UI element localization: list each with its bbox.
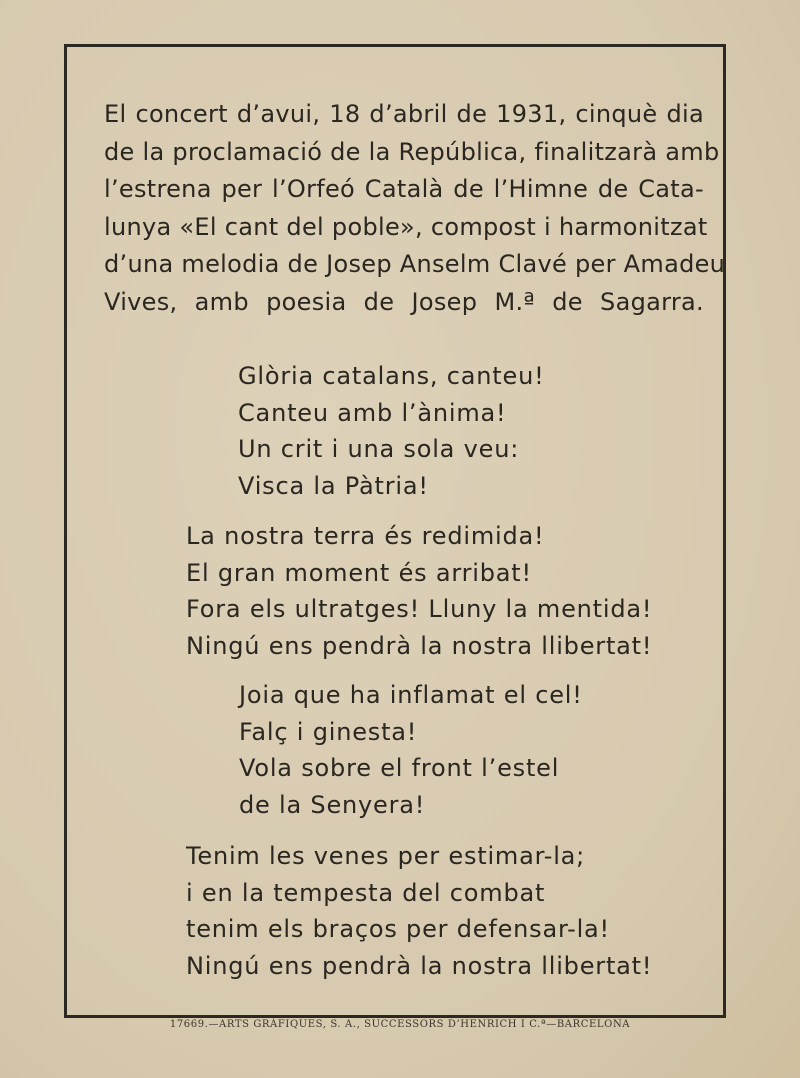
verse-line: Glòria catalans, canteu!: [238, 362, 545, 390]
verse-line: La nostra terra és redimida!: [186, 522, 545, 550]
printer-imprint: 17669.—ARTS GRÀFIQUES, S. A., SUCCESSORS D’HENRICH I C.ª—BARCELONA: [169, 1019, 631, 1030]
stanza-3: [239, 677, 583, 823]
intro-paragraph: [104, 96, 726, 321]
intro-line: lunya «El cant del poble», compost i harmonitzat: [104, 212, 708, 241]
verse-line: Fora els ultratges! Lluny la mentida!: [186, 595, 653, 623]
verse-line: i en la tempesta del combat: [186, 878, 546, 907]
verse-line: Falç i ginesta!: [239, 717, 418, 746]
verse-line: de la Senyera!: [239, 790, 426, 819]
verse-line: Joia que ha inflamat el cel!: [239, 681, 583, 709]
verse-line: Vola sobre el front l’estel: [239, 754, 560, 782]
verse-line: Tenim les venes per estimar-la;: [186, 842, 586, 870]
verse-line: Ningú ens pendrà la nostra llibertat!: [186, 951, 653, 980]
verse-line: Canteu amb l’ànima!: [238, 398, 507, 427]
intro-line: l’estrena per l’Orfeó Català de l’Himne de Cata-: [104, 175, 704, 203]
intro-line: d’una melodia de Josep Anselm Clavé per Amadeu: [104, 250, 726, 278]
intro-line: Vives, amb poesia de Josep M.ª de Sagarra.: [104, 287, 704, 316]
stanza-1: [238, 358, 545, 504]
intro-line: El concert d’avui, 18 d’abril de 1931, cinquè dia: [104, 100, 704, 128]
intro-line: de la proclamació de la República, finalitzarà amb: [104, 137, 720, 166]
verse-line: El gran moment és arribat!: [186, 558, 532, 587]
verse-line: Visca la Pàtria!: [238, 471, 429, 500]
verse-line: Ningú ens pendrà la nostra llibertat!: [186, 631, 653, 660]
verse-line: Un crit i una sola veu:: [238, 435, 520, 463]
stanza-2: [186, 518, 652, 664]
stanza-4: [186, 838, 652, 984]
verse-line: tenim els braços per defensar-la!: [186, 915, 610, 943]
